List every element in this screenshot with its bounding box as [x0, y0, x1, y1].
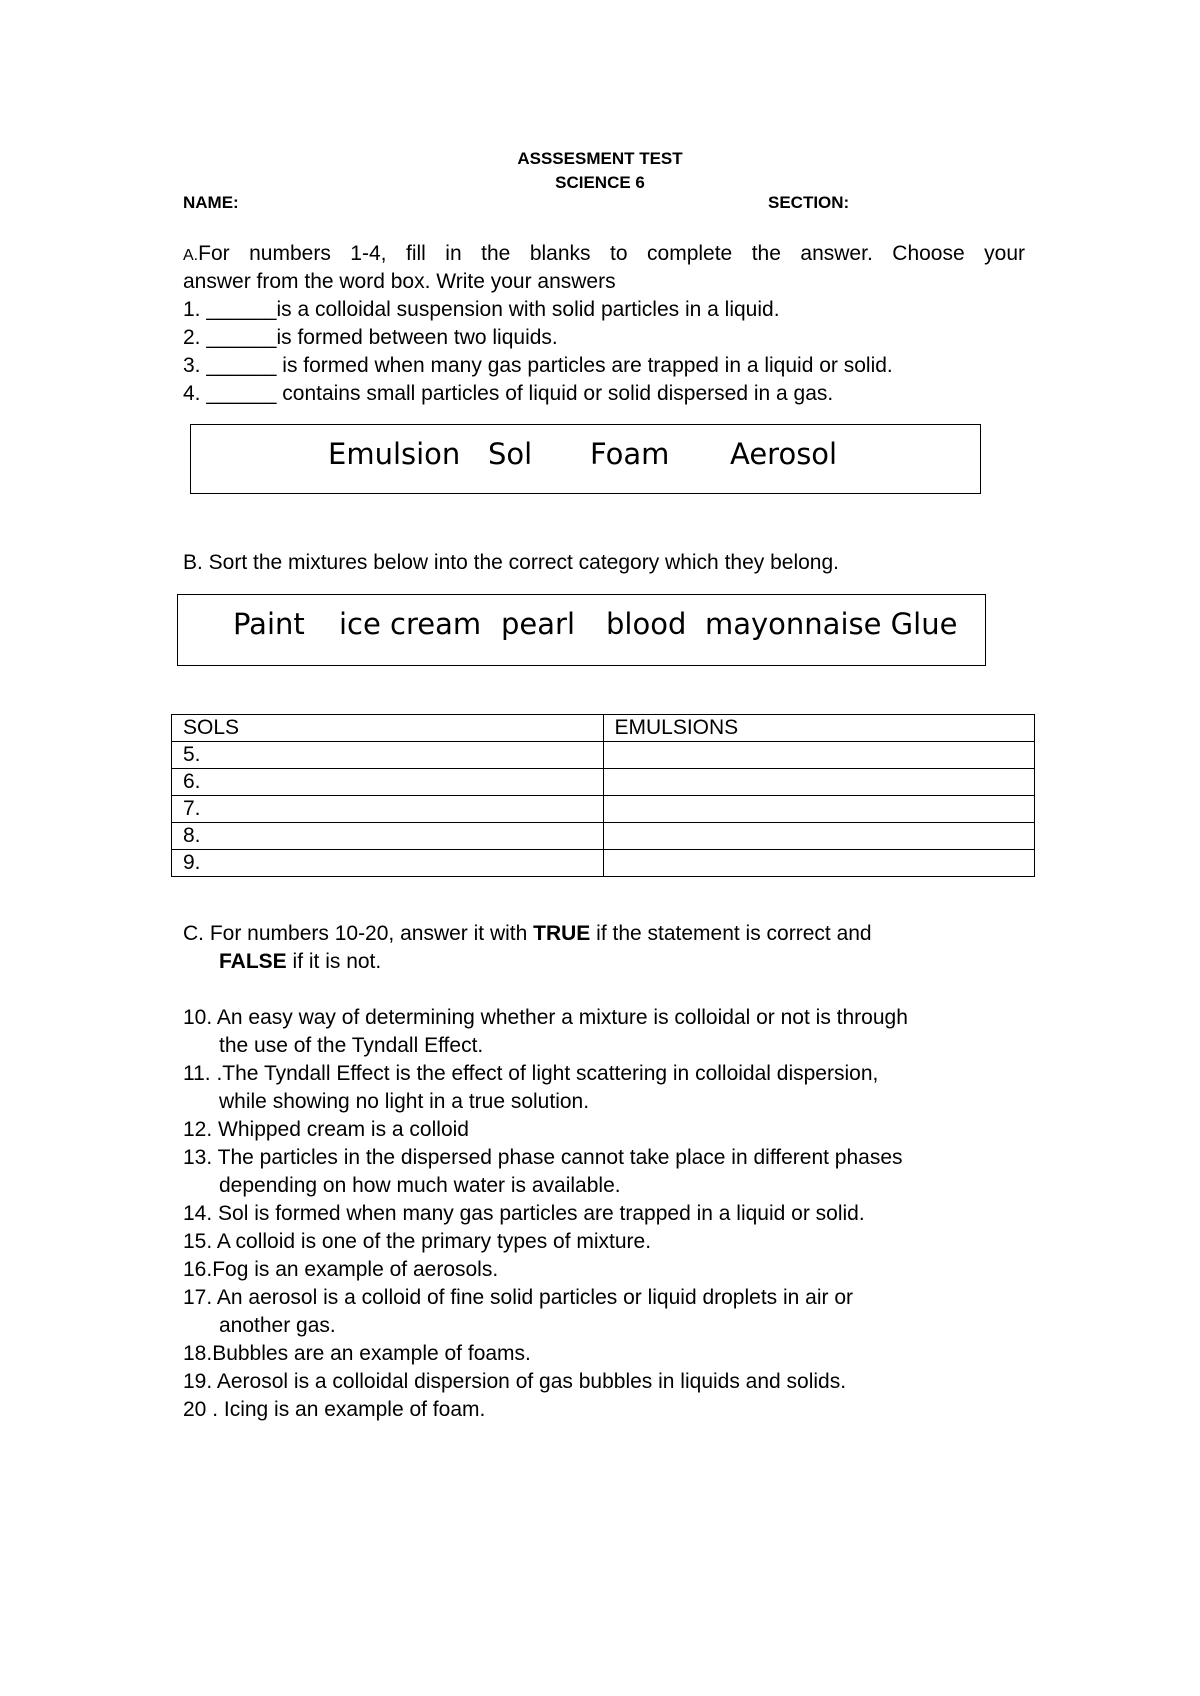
table-header-row	[172, 715, 1035, 742]
statement-17-cont: another gas.	[219, 1314, 336, 1337]
statement-14: 14. Sol is formed when many gas particles are trapped in a liquid or solid.	[183, 1202, 865, 1225]
word-sol: Sol	[488, 437, 533, 471]
statement-15: 15. A colloid is one of the primary types of mixture.	[183, 1230, 652, 1253]
table-cell: 9.	[172, 850, 604, 877]
word-emulsion: Emulsion	[328, 437, 461, 471]
part-a-instruction-line2: answer from the word box. Write your answers	[183, 270, 616, 293]
word-ice-cream: ice cream	[339, 607, 482, 641]
part-c-instruction-line2: FALSE if it is not.	[219, 950, 382, 973]
statement-12: 12. Whipped cream is a colloid	[183, 1118, 469, 1141]
word-aerosol: Aerosol	[730, 437, 838, 471]
table-row	[172, 823, 1035, 850]
statement-10: 10. An easy way of determining whether a mixture is colloidal or not is through	[183, 1006, 908, 1029]
part-a-item-4: 4. ______ contains small particles of liquid or solid dispersed in a gas.	[183, 382, 834, 405]
statement-18: 18.Bubbles are an example of foams.	[183, 1342, 531, 1365]
sorting-table	[171, 714, 1035, 877]
table-cell: 6.	[172, 769, 604, 796]
word-box-a	[190, 424, 981, 494]
subject-title: SCIENCE 6	[555, 173, 645, 192]
statement-10-cont: the use of the Tyndall Effect.	[219, 1034, 484, 1057]
table-cell: 7.	[172, 796, 604, 823]
table-cell	[603, 742, 1035, 769]
table-cell: 8.	[172, 823, 604, 850]
statement-11-cont: while showing no light in a true solution.	[219, 1090, 590, 1113]
table-cell	[603, 769, 1035, 796]
word-foam: Foam	[590, 437, 670, 471]
part-a-item-1: 1. ______is a colloidal suspension with solid particles in a liquid.	[183, 298, 780, 321]
part-b-instruction: B. Sort the mixtures below into the correct category which they belong.	[183, 551, 839, 574]
table-row	[172, 850, 1035, 877]
word-pearl: pearl	[501, 607, 576, 641]
answer-blank-3: ______	[206, 354, 277, 377]
statement-11: 11. .The Tyndall Effect is the effect of light scattering in colloidal dispersion,	[183, 1062, 879, 1085]
table-row	[172, 796, 1035, 823]
statement-13: 13. The particles in the dispersed phase cannot take place in different phases	[183, 1146, 903, 1169]
header-emulsions: EMULSIONS	[603, 715, 1035, 742]
part-a-item-3: 3. ______ is formed when many gas particles are trapped in a liquid or solid.	[183, 354, 893, 377]
table-cell	[603, 796, 1035, 823]
statement-20: 20 . Icing is an example of foam.	[183, 1398, 486, 1421]
answer-blank-2: ______	[206, 326, 277, 349]
word-box-b	[177, 594, 986, 666]
statement-17: 17. An aerosol is a colloid of fine solid particles or liquid droplets in air or	[183, 1286, 854, 1309]
table-cell: 5.	[172, 742, 604, 769]
word-paint: Paint	[233, 607, 305, 641]
part-a-instruction-line1: A.For numbers 1-4, fill in the blanks to complete the answer. Choose your	[183, 242, 1025, 265]
part-c-instruction-line1: C. For numbers 10-20, answer it with TRUE if the statement is correct and	[183, 922, 872, 945]
answer-blank-1: ______	[206, 298, 277, 321]
part-a-letter: A.	[183, 247, 199, 264]
table-row	[172, 742, 1035, 769]
word-blood: blood	[606, 607, 687, 641]
table-row	[172, 769, 1035, 796]
true-word: TRUE	[533, 922, 591, 945]
table-cell	[603, 850, 1035, 877]
word-mayonnaise-glue: mayonnaise Glue	[705, 607, 958, 641]
page-title: ASSSESMENT TEST	[517, 149, 683, 168]
statement-13-cont: depending on how much water is available.	[219, 1174, 621, 1197]
statement-19: 19. Aerosol is a colloidal dispersion of gas bubbles in liquids and solids.	[183, 1370, 847, 1393]
false-word: FALSE	[219, 950, 287, 973]
section-label: SECTION:	[768, 193, 850, 212]
part-a-item-2: 2. ______is formed between two liquids.	[183, 326, 558, 349]
header-sols: SOLS	[172, 715, 604, 742]
answer-blank-4: ______	[206, 382, 277, 405]
table-cell	[603, 823, 1035, 850]
name-label: NAME:	[183, 193, 239, 212]
statement-16: 16.Fog is an example of aerosols.	[183, 1258, 499, 1281]
